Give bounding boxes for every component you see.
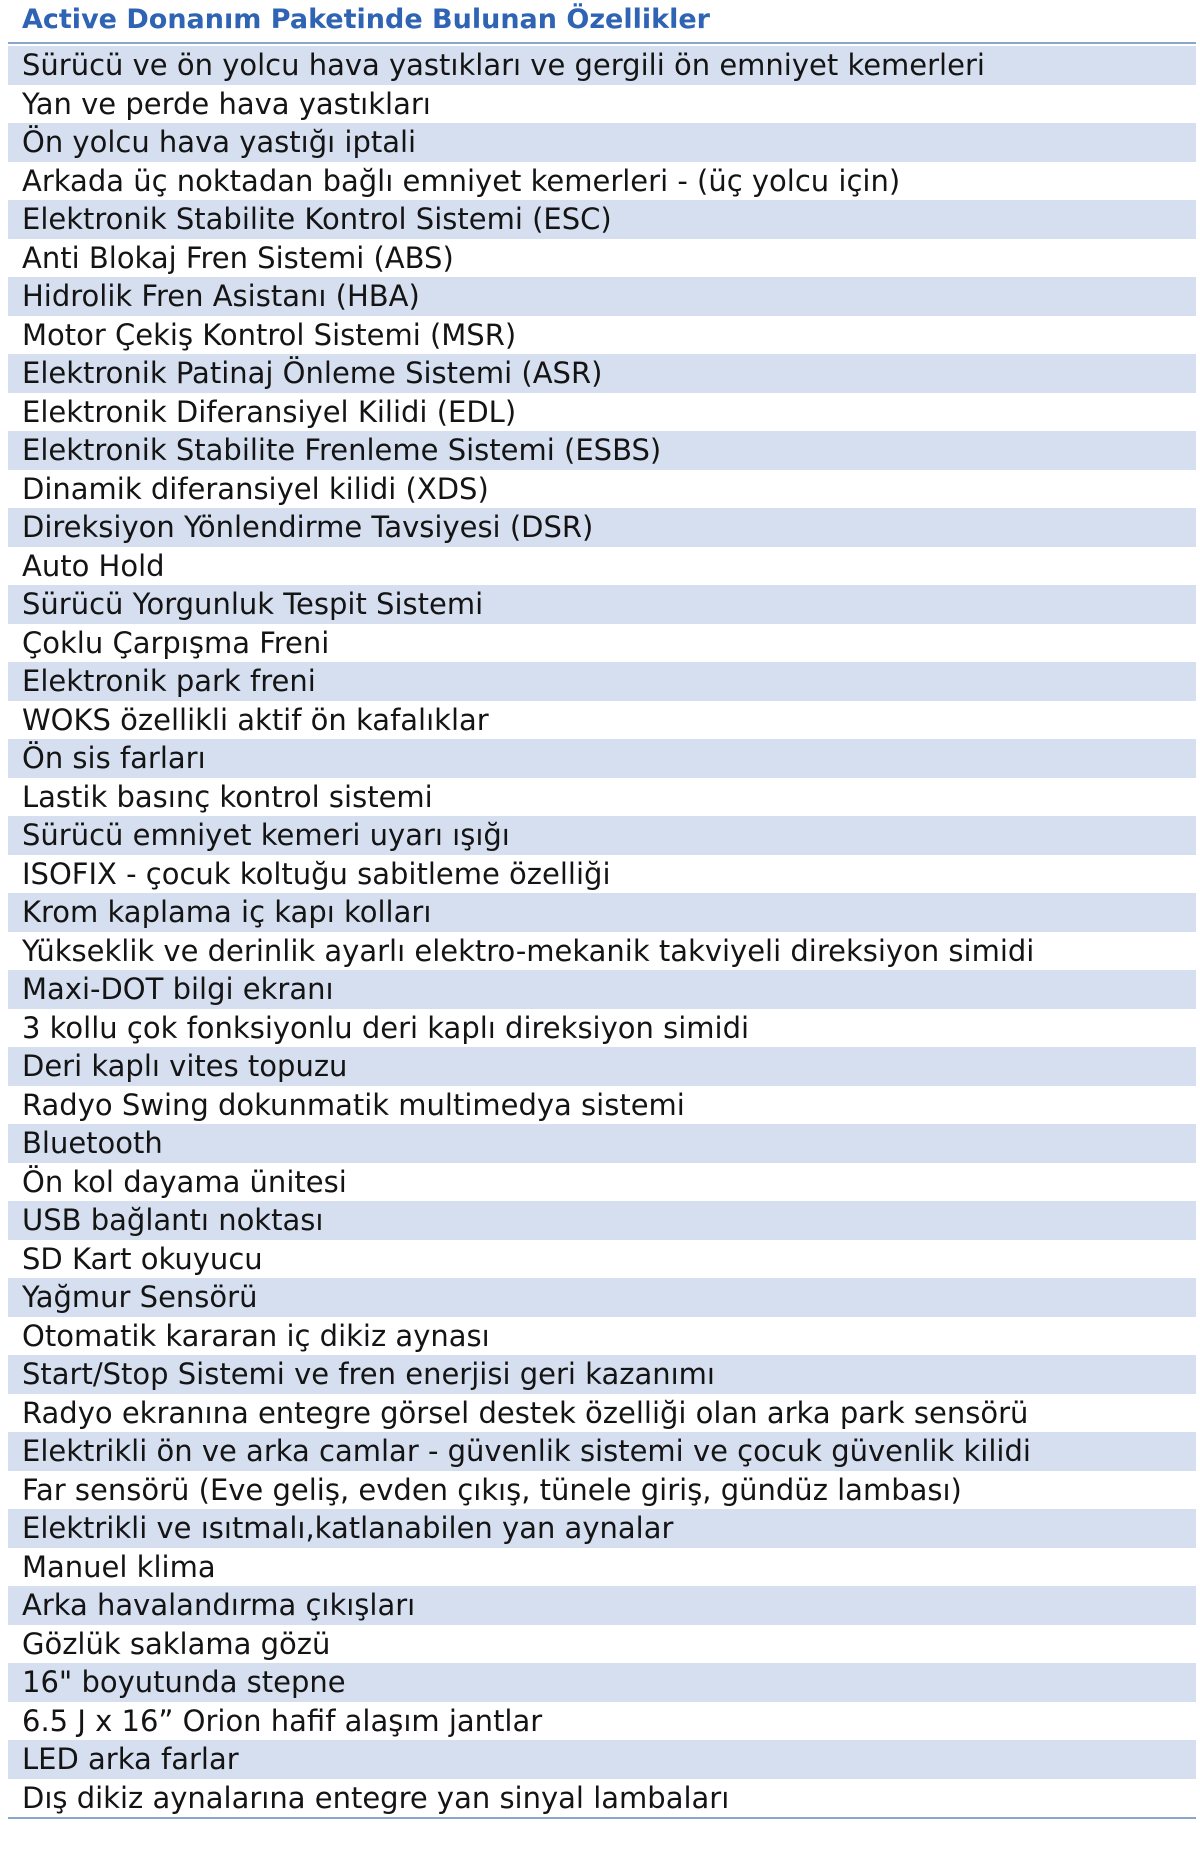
table-row: Elektronik Stabilite Frenleme Sistemi (ESBS) <box>8 431 1196 470</box>
table-row: Radyo Swing dokunmatik multimedya sistemi <box>8 1086 1196 1125</box>
table-row: Ön kol dayama ünitesi <box>8 1163 1196 1202</box>
table-row: Motor Çekiş Kontrol Sistemi (MSR) <box>8 316 1196 355</box>
table-row: LED arka farlar <box>8 1740 1196 1779</box>
table-row: Lastik basınç kontrol sistemi <box>8 778 1196 817</box>
table-row: Dış dikiz aynalarına entegre yan sinyal lambaları <box>8 1779 1196 1818</box>
table-row: SD Kart okuyucu <box>8 1240 1196 1279</box>
table-row: Elektrikli ve ısıtmalı,katlanabilen yan aynalar <box>8 1509 1196 1548</box>
table-row: Gözlük saklama gözü <box>8 1625 1196 1664</box>
bottom-rule <box>8 1817 1196 1819</box>
table-row: ISOFIX - çocuk koltuğu sabitleme özelliği <box>8 855 1196 894</box>
table-row: Radyo ekranına entegre görsel destek özelliği olan arka park sensörü <box>8 1394 1196 1433</box>
table-row: 3 kollu çok fonksiyonlu deri kaplı direksiyon simidi <box>8 1009 1196 1048</box>
table-row: Yükseklik ve derinlik ayarlı elektro-mekanik takviyeli direksiyon simidi <box>8 932 1196 971</box>
table-row: Auto Hold <box>8 547 1196 586</box>
table-row: Arkada üç noktadan bağlı emniyet kemerleri - (üç yolcu için) <box>8 162 1196 201</box>
table-row: USB bağlantı noktası <box>8 1201 1196 1240</box>
table-row: 6.5 J x 16” Orion hafif alaşım jantlar <box>8 1702 1196 1741</box>
table-row: Deri kaplı vites topuzu <box>8 1047 1196 1086</box>
table-row: Manuel klima <box>8 1548 1196 1587</box>
table-row: Sürücü emniyet kemeri uyarı ışığı <box>8 816 1196 855</box>
table-row: WOKS özellikli aktif ön kafalıklar <box>8 701 1196 740</box>
table-row: Sürücü Yorgunluk Tespit Sistemi <box>8 585 1196 624</box>
table-row: Çoklu Çarpışma Freni <box>8 624 1196 663</box>
table-row: Start/Stop Sistemi ve fren enerjisi geri kazanımı <box>8 1355 1196 1394</box>
table-row: Elektronik Stabilite Kontrol Sistemi (ESC) <box>8 200 1196 239</box>
table-row: Maxi-DOT bilgi ekranı <box>8 970 1196 1009</box>
table-row: Elektronik park freni <box>8 662 1196 701</box>
table-row: Yan ve perde hava yastıkları <box>8 85 1196 124</box>
table-row: Dinamik diferansiyel kilidi (XDS) <box>8 470 1196 509</box>
table-row: Yağmur Sensörü <box>8 1278 1196 1317</box>
feature-list <box>8 46 1196 1817</box>
table-row: Elektrikli ön ve arka camlar - güvenlik sistemi ve çocuk güvenlik kilidi <box>8 1432 1196 1471</box>
table-row: Otomatik kararan iç dikiz aynası <box>8 1317 1196 1356</box>
table-row: Elektronik Patinaj Önleme Sistemi (ASR) <box>8 354 1196 393</box>
table-row: Krom kaplama iç kapı kolları <box>8 893 1196 932</box>
table-row: Ön sis farları <box>8 739 1196 778</box>
table-row: 16" boyutunda stepne <box>8 1663 1196 1702</box>
table-title: Active Donanım Paketinde Bulunan Özellikler <box>22 4 710 35</box>
table-row: Hidrolik Fren Asistanı (HBA) <box>8 277 1196 316</box>
table-row: Direksiyon Yönlendirme Tavsiyesi (DSR) <box>8 508 1196 547</box>
table-row: Sürücü ve ön yolcu hava yastıkları ve gergili ön emniyet kemerleri <box>8 46 1196 85</box>
table-row: Arka havalandırma çıkışları <box>8 1586 1196 1625</box>
table-row: Bluetooth <box>8 1124 1196 1163</box>
table-row: Elektronik Diferansiyel Kilidi (EDL) <box>8 393 1196 432</box>
table-row: Far sensörü (Eve geliş, evden çıkış, tünele giriş, gündüz lambası) <box>8 1471 1196 1510</box>
table-header <box>8 0 1196 44</box>
table-row: Anti Blokaj Fren Sistemi (ABS) <box>8 239 1196 278</box>
table-row: Ön yolcu hava yastığı iptali <box>8 123 1196 162</box>
